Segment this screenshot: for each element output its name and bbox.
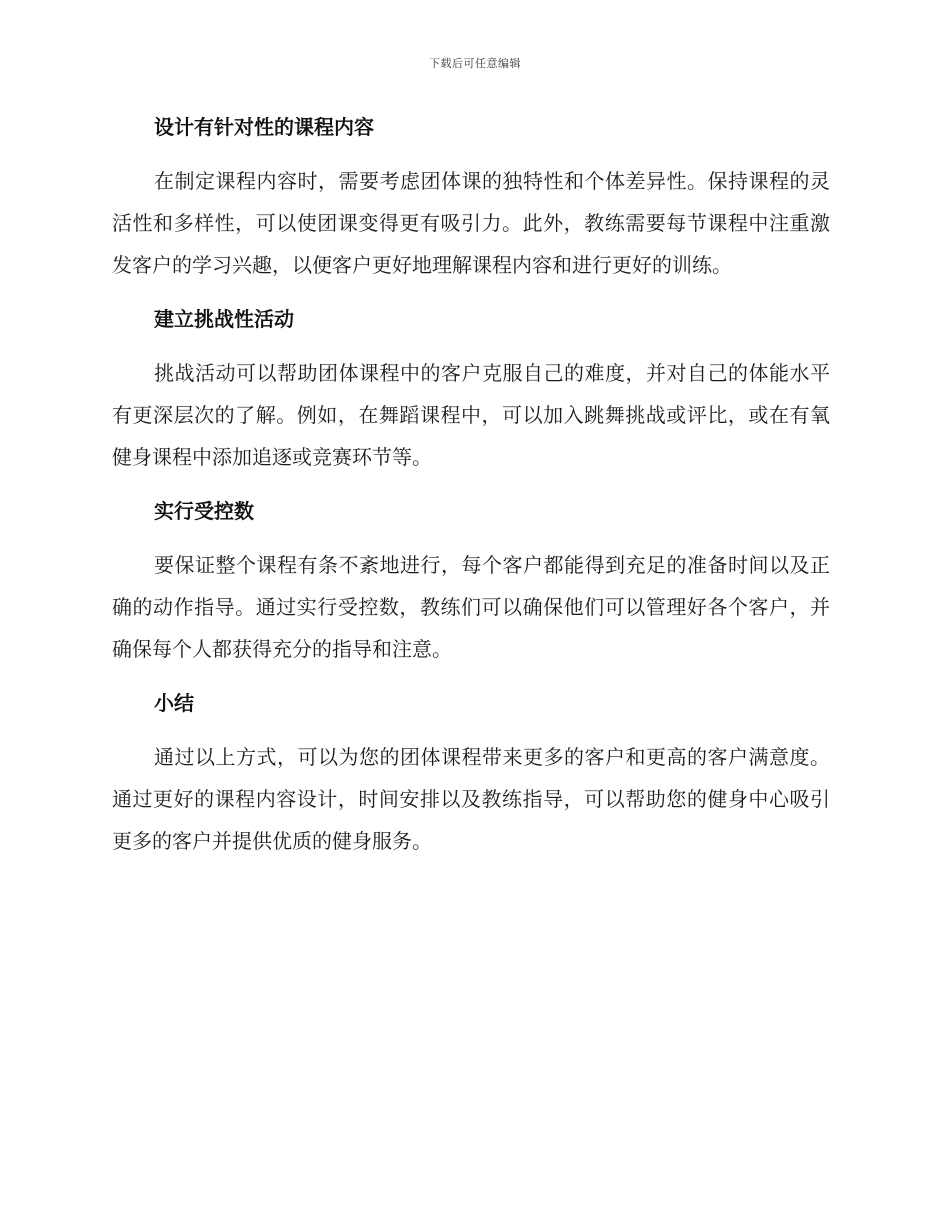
section-heading-challenge-activities: 建立挑战性活动 (154, 307, 294, 331)
section-body-course-content: 在制定课程内容时，需要考虑团体课的独特性和个体差异性。保持课程的灵活性和多样性，可以使团课变得更有吸引力。此外，教练需要每节课程中注重激发客户的学习兴趣，以便客户更好地理解课程内容和进行更好的训练。 (112, 169, 830, 277)
section-body-challenge-activities: 挑战活动可以帮助团体课程中的客户克服自己的难度，并对自己的体能水平有更深层次的了解。例如，在舞蹈课程中，可以加入跳舞挑战或评比，或在有氧健身课程中添加追逐或竞赛环节等。 (112, 361, 830, 469)
section-body-summary: 通过以上方式，可以为您的团体课程带来更多的客户和更高的客户满意度。通过更好的课程内容设计，时间安排以及教练指导，可以帮助您的健身中心吸引更多的客户并提供优质的健身服务。 (112, 745, 830, 853)
document-content (112, 106, 830, 874)
section-heading-course-content: 设计有针对性的课程内容 (154, 115, 374, 139)
section-body-controlled-count: 要保证整个课程有条不紊地进行，每个客户都能得到充足的准备时间以及正确的动作指导。通过实行受控数，教练们可以确保他们可以管理好各个客户，并确保每个人都获得充分的指导和注意。 (112, 553, 830, 661)
page-header: 下载后可任意编辑 (429, 57, 521, 70)
section-heading-controlled-count: 实行受控数 (154, 499, 254, 523)
section-heading-summary: 小结 (154, 691, 194, 715)
